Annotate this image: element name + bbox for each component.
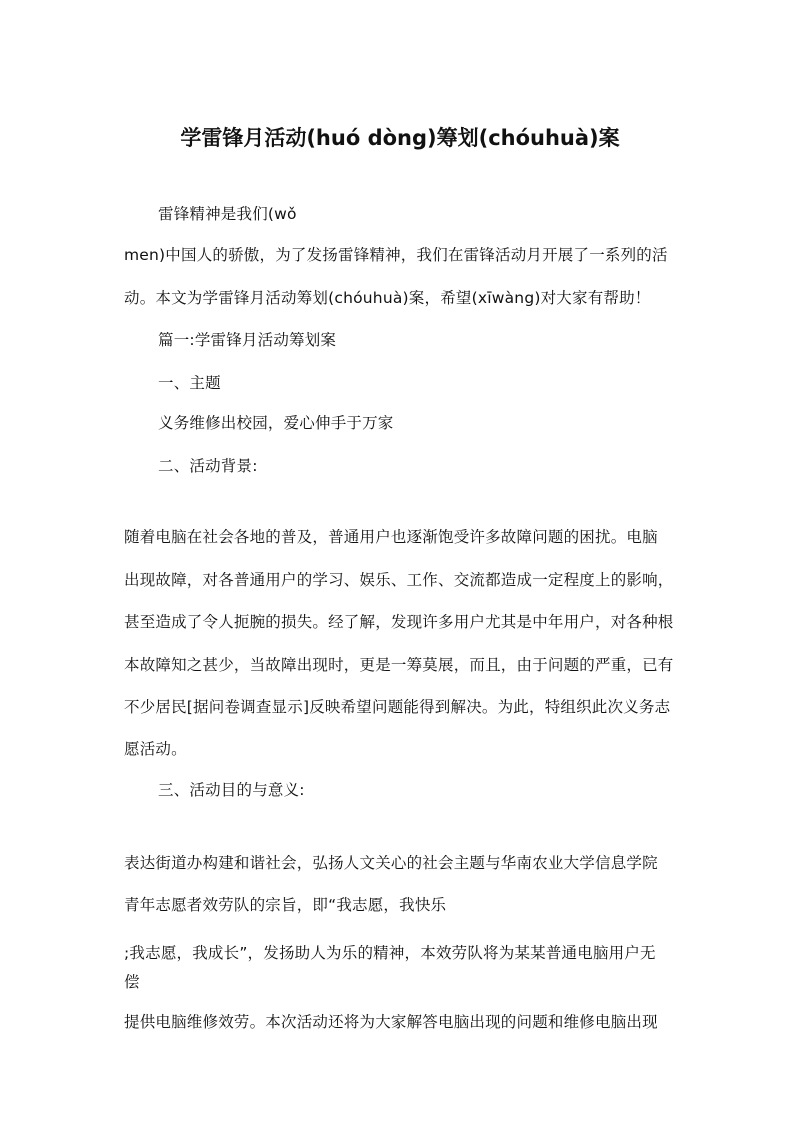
document-title: 学雷锋月活动(huó dòng)筹划(chóuhuà)案	[180, 126, 620, 150]
part-title: 篇一:学雷锋月活动筹划案	[158, 331, 337, 349]
intro-line-2: men)中国人的骄傲，为了发扬雷锋精神，我们在雷锋活动月开展了一系列的活	[124, 246, 668, 264]
section-3-line: 偿	[124, 973, 140, 991]
section-3-heading: 三、活动目的与意义:	[158, 781, 305, 799]
section-3-line: ;我志愿，我成长”，发扬助人为乐的精神，本效劳队将为某某普通电脑用户无	[124, 944, 656, 962]
section-3-line: 提供电脑维修效劳。本次活动还将为大家解答电脑出现的问题和维修电脑出现	[124, 1013, 658, 1031]
section-2-line: 出现故障，对各普通用户的学习、娱乐、工作、交流都造成一定程度上的影响，	[124, 571, 674, 589]
section-2-line: 本故障知之甚少，当故障出现时，更是一筹莫展，而且，由于问题的严重，已有	[124, 656, 674, 674]
section-2-line: 愿活动。	[124, 740, 187, 758]
section-2-line: 不少居民[据问卷调查显示]反映希望问题能得到解决。为此，特组织此次义务志	[124, 698, 671, 716]
intro-line-3: 动。本文为学雷锋月活动筹划(chóuhuà)案，希望(xīwàng)对大家有帮助！	[124, 289, 651, 307]
section-1-text: 义务维修出校园，爱心伸手于万家	[158, 414, 394, 432]
section-3-line: 表达街道办构建和谐社会，弘扬人文关心的社会主题与华南农业大学信息学院	[124, 854, 658, 872]
intro-line-1: 雷锋精神是我们(wǒ	[158, 205, 297, 223]
section-2-heading: 二、活动背景:	[158, 457, 258, 475]
section-2-line: 随着电脑在社会各地的普及，普通用户也逐渐饱受许多故障问题的困扰。电脑	[124, 528, 658, 546]
section-3-line: 青年志愿者效劳队的宗旨，即“我志愿，我快乐	[124, 896, 447, 914]
section-1-heading: 一、主题	[158, 374, 221, 392]
section-2-line: 甚至造成了令人扼腕的损失。经了解，发现许多用户尤其是中年用户，对各种根	[124, 613, 674, 631]
